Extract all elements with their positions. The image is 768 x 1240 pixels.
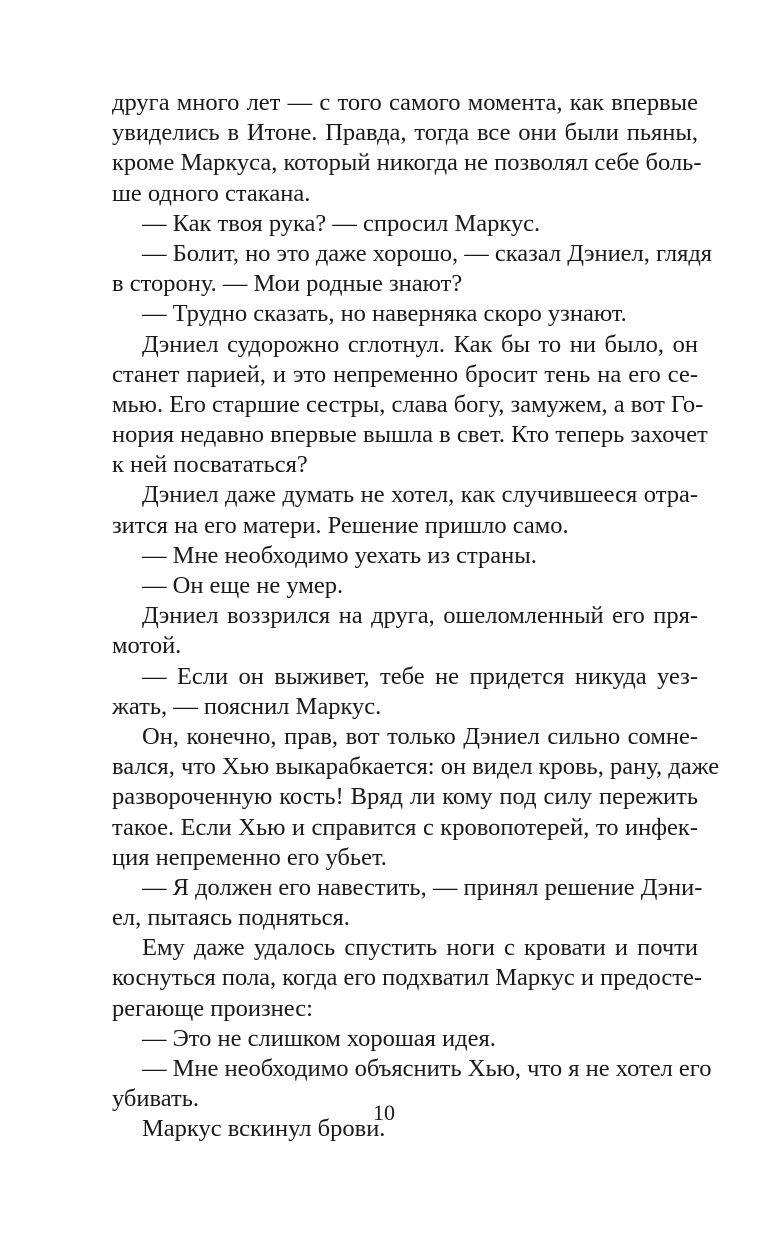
text-line: — Трудно сказать, но наверняка скоро узнают. [142, 300, 627, 328]
text-line: — Болит, но это даже хорошо, — сказал Дэниел, глядя [142, 239, 713, 267]
text-line: мотой. [112, 632, 182, 660]
text-line: коснуться пола, когда его подхватил Маркус и предосте- [112, 964, 703, 992]
text-line: Дэниел даже думать не хотел, как случившееся отра- [142, 481, 698, 509]
text-line: — Это не слишком хорошая идея. [142, 1024, 496, 1052]
text-line: к ней посвататься? [112, 451, 308, 479]
text-line: развороченную кость! Вряд ли кому под силу пережить [112, 783, 698, 811]
text-line: Дэниел судорожно сглотнул. Как бы то ни было, он [142, 330, 698, 358]
body-text [112, 88, 720, 1145]
text-line: — Как твоя рука? — спросил Маркус. [142, 209, 541, 237]
text-line: Он, конечно, прав, вот только Дэниел сильно сомне- [142, 722, 698, 750]
text-line: мью. Его старшие сестры, слава богу, замужем, а вот Го- [112, 390, 704, 418]
text-line: регающе произнес: [112, 994, 313, 1022]
text-line: Ему даже удалось спустить ноги с кровати и почти [142, 934, 698, 962]
text-line: жать, — пояснил Маркус. [112, 692, 382, 720]
text-line: Дэниел воззрился на друга, ошеломленный его пря- [142, 602, 698, 630]
text-line: кроме Маркуса, который никогда не позволял себе боль- [112, 149, 702, 177]
text-line: такое. Если Хью и справится с кровопотерей, то инфек- [112, 813, 698, 841]
text-line: друга много лет — с того самого момента, как впервые [112, 89, 698, 116]
text-line: станет парией, и это непременно бросит тень на его се- [112, 360, 698, 388]
text-line: ел, пытаясь подняться. [112, 904, 350, 932]
text-line: ция непременно его убьет. [112, 843, 387, 871]
text-line: увиделись в Итоне. Правда, тогда все они были пьяны, [112, 119, 698, 147]
text-line: — Мне необходимо объяснить Хью, что я не хотел его [142, 1055, 712, 1082]
text-line: — Если он выживет, тебе не придется никуда уез- [142, 662, 698, 690]
text-line: нория недавно впервые вышла в свет. Кто теперь захочет [112, 421, 708, 449]
text-line: ше одного стакана. [112, 179, 311, 207]
text-line: вался, что Хью выкарабкается: он видел кровь, рану, даже [112, 753, 720, 781]
text-line: зится на его матери. Решение пришло само. [112, 511, 569, 539]
page-number: 10 [373, 1100, 395, 1125]
text-line: Маркус вскинул брови. [142, 1115, 386, 1143]
text-line: убивать. [112, 1085, 199, 1113]
text-line: — Я должен его навестить, — принял решение Дэни- [142, 873, 703, 901]
text-line: — Мне необходимо уехать из страны. [142, 541, 537, 569]
text-line: — Он еще не умер. [142, 572, 344, 599]
text-line: в сторону. — Мои родные знают? [112, 270, 463, 298]
